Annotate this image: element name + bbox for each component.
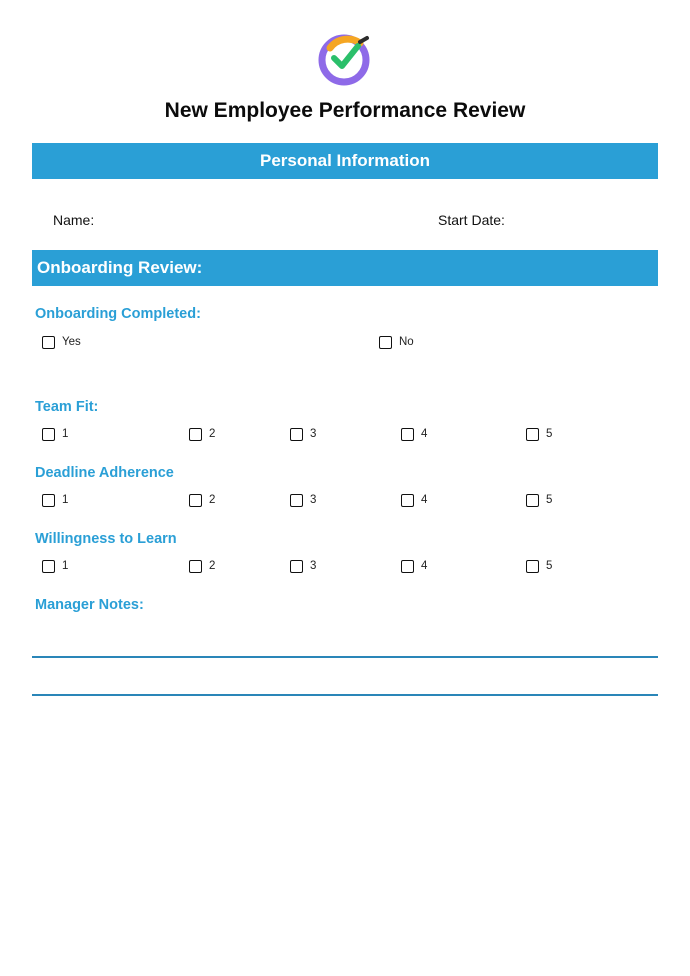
willingness-to-learn-option-4[interactable] xyxy=(401,558,427,574)
checkbox-icon[interactable] xyxy=(401,428,414,441)
manager-notes-line-2[interactable] xyxy=(32,694,658,696)
option-label: 4 xyxy=(421,494,428,506)
checkbox-icon[interactable] xyxy=(42,560,55,573)
checkbox-icon[interactable] xyxy=(379,336,392,349)
team-fit-option-4[interactable] xyxy=(401,426,427,442)
team-fit-option-1[interactable] xyxy=(42,426,68,442)
checkbox-icon[interactable] xyxy=(42,494,55,507)
checkbox-icon[interactable] xyxy=(290,428,303,441)
option-label: 3 xyxy=(310,494,317,506)
checkbox-icon[interactable] xyxy=(189,428,202,441)
option-label: 2 xyxy=(209,560,216,572)
start-date-label: Start Date: xyxy=(438,212,505,228)
option-label: 2 xyxy=(209,494,216,506)
deadline-adherence-option-4[interactable] xyxy=(401,492,427,508)
willingness-to-learn-label: Willingness to Learn xyxy=(35,531,177,547)
option-label: 5 xyxy=(546,494,553,506)
checkbox-icon[interactable] xyxy=(189,560,202,573)
name-label: Name: xyxy=(53,212,95,228)
checkbox-icon[interactable] xyxy=(526,560,539,573)
checkbox-icon[interactable] xyxy=(290,494,303,507)
willingness-to-learn-option-1[interactable] xyxy=(42,558,68,574)
checkbox-icon[interactable] xyxy=(401,494,414,507)
deadline-adherence-option-5[interactable] xyxy=(526,492,552,508)
checkbox-icon[interactable] xyxy=(290,560,303,573)
option-label: Yes xyxy=(62,336,81,348)
team-fit-label: Team Fit: xyxy=(35,399,99,415)
checkbox-icon[interactable] xyxy=(401,560,414,573)
team-fit-option-2[interactable] xyxy=(189,426,215,442)
checkbox-icon[interactable] xyxy=(42,428,55,441)
deadline-adherence-option-2[interactable] xyxy=(189,492,215,508)
option-label: No xyxy=(399,336,414,348)
onboarding-completed-yes[interactable] xyxy=(42,334,81,350)
personal-information-header: Personal Information xyxy=(32,143,658,179)
option-label: 1 xyxy=(62,560,69,572)
checkbox-icon[interactable] xyxy=(42,336,55,349)
option-label: 4 xyxy=(421,428,428,440)
option-label: 1 xyxy=(62,494,69,506)
manager-notes-label: Manager Notes: xyxy=(35,597,144,613)
checkmark-circle-logo-icon xyxy=(316,30,372,86)
checkbox-icon[interactable] xyxy=(526,494,539,507)
team-fit-option-5[interactable] xyxy=(526,426,552,442)
onboarding-review-header: Onboarding Review: xyxy=(32,250,658,286)
willingness-to-learn-option-5[interactable] xyxy=(526,558,552,574)
deadline-adherence-option-3[interactable] xyxy=(290,492,316,508)
team-fit-option-3[interactable] xyxy=(290,426,316,442)
option-label: 2 xyxy=(209,428,216,440)
onboarding-completed-no[interactable] xyxy=(379,334,414,350)
page-title: New Employee Performance Review xyxy=(164,99,526,122)
manager-notes-line-1[interactable] xyxy=(32,656,658,658)
willingness-to-learn-option-2[interactable] xyxy=(189,558,215,574)
willingness-to-learn-option-3[interactable] xyxy=(290,558,316,574)
option-label: 4 xyxy=(421,560,428,572)
option-label: 5 xyxy=(546,428,553,440)
checkbox-icon[interactable] xyxy=(526,428,539,441)
option-label: 3 xyxy=(310,428,317,440)
deadline-adherence-option-1[interactable] xyxy=(42,492,68,508)
onboarding-completed-label: Onboarding Completed: xyxy=(35,306,201,322)
option-label: 1 xyxy=(62,428,69,440)
option-label: 5 xyxy=(546,560,553,572)
option-label: 3 xyxy=(310,560,317,572)
checkbox-icon[interactable] xyxy=(189,494,202,507)
deadline-adherence-label: Deadline Adherence xyxy=(35,465,174,481)
